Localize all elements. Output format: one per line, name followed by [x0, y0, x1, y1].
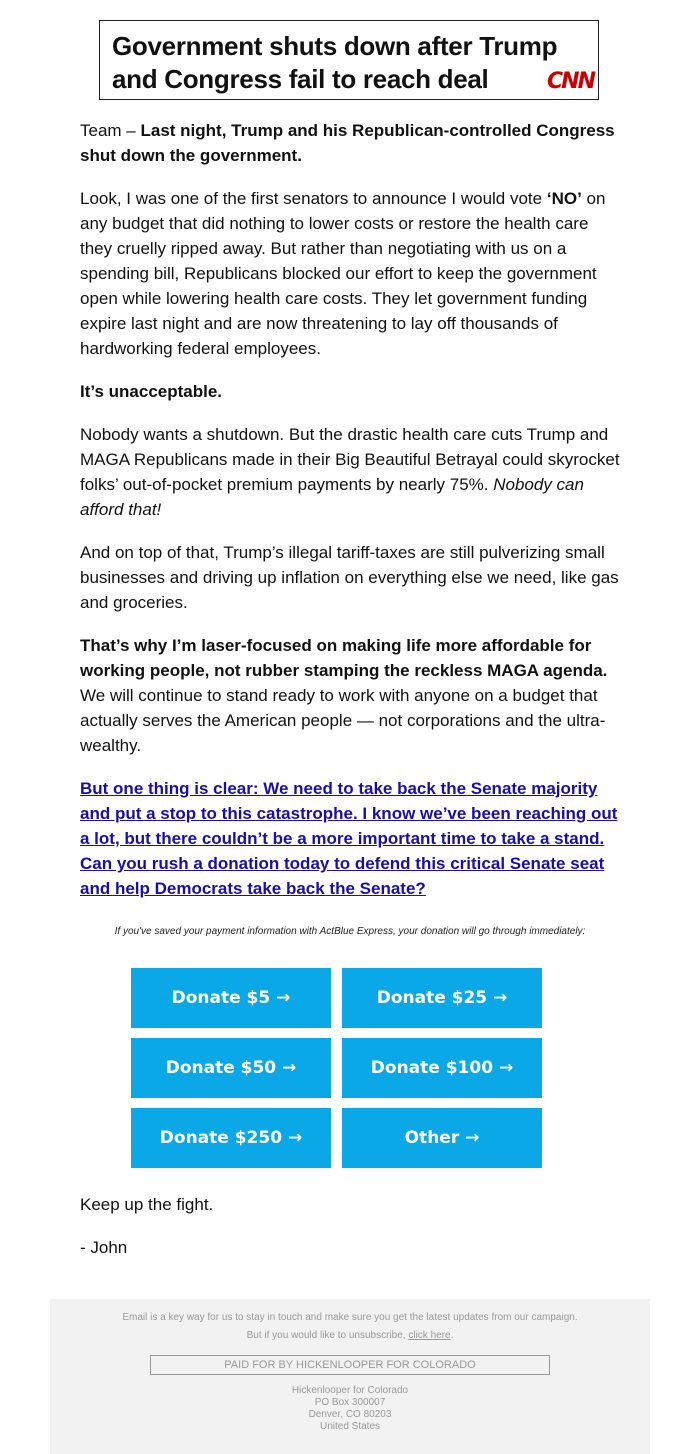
donate-250-button[interactable]: Donate $250 →: [131, 1108, 331, 1168]
intro-bold: Last night, Trump and his Republican-controlled Congress shut down the government.: [80, 121, 615, 165]
address-line: United States: [319, 1421, 381, 1432]
email-footer: [50, 1299, 650, 1454]
donate-5-button[interactable]: Donate $5 →: [131, 968, 331, 1028]
address-line: PO Box 300007: [314, 1397, 386, 1408]
donate-50-button[interactable]: Donate $50 →: [131, 1038, 331, 1098]
shutdown-italic: Nobody can afford that!: [80, 475, 584, 519]
signature: [80, 1192, 213, 1278]
donate-25-button[interactable]: Donate $25 →: [342, 968, 542, 1028]
cta-donate-link[interactable]: But one thing is clear: We need to take back the Senate majority and put a stop to this catastrophe. I know we’ve been reaching out a lot, but there couldn’t be a more important time to take a stand. Can you rush a donation today to defend this critical Senate seat and help Democrats take back the Senate?: [80, 779, 618, 898]
affordable-rest: We will continue to stand ready to work with anyone on a budget that actually serves the American people — not corporations and the ultra-wealthy.: [80, 686, 606, 755]
paragraph-unacceptable: [80, 379, 625, 404]
mailing-address: [50, 1385, 650, 1433]
paragraph-affordable: [80, 633, 625, 758]
paragraph-intro: [80, 118, 625, 168]
vote-no: ‘NO’: [546, 189, 582, 208]
paragraph-cta: [80, 776, 625, 901]
email-body: [80, 118, 625, 919]
unsubscribe-link[interactable]: click here: [408, 1330, 451, 1341]
actblue-note: If you've saved your payment information with ActBlue Express, your donation will go through immediately:: [114, 926, 586, 937]
headline-banner: [99, 20, 599, 100]
donate-other-button[interactable]: Other →: [342, 1108, 542, 1168]
footer-email-note: Email is a key way for us to stay in touch and make sure you get the latest updates from our campaign.: [122, 1312, 578, 1323]
address-line: Hickenlooper for Colorado: [291, 1385, 409, 1396]
headline-text: Government shuts down after Trump and Congress fail to reach deal: [112, 31, 558, 94]
closing-line: Keep up the fight.: [80, 1195, 214, 1214]
affordable-bold: That’s why I’m laser-focused on making life more affordable for working people, not rubber stamping the reckless MAGA agenda.: [80, 636, 608, 680]
footer-unsubscribe-line: [50, 1330, 650, 1341]
paragraph-shutdown: [80, 422, 625, 522]
intro-prefix: Team –: [80, 121, 141, 140]
paid-for-disclaimer: PAID FOR BY HICKENLOOPER FOR COLORADO: [150, 1355, 550, 1375]
cnn-logo: CNN: [547, 69, 594, 94]
donate-100-button[interactable]: Donate $100 →: [342, 1038, 542, 1098]
signature-name: - John: [80, 1238, 128, 1257]
vote-text-b: on any budget that did nothing to lower costs or restore the health care they cruelly ripped away. But rather than negotiating with us on a spending bill, Republicans blocked our effort to keep the government open while lowering health care costs. They let government funding expire last night and are now threatening to lay off thousands of hardworking federal employees.: [80, 189, 606, 358]
paragraph-tariffs: And on top of that, Trump’s illegal tariff-taxes are still pulverizing small businesses and driving up inflation on everything else we need, like gas and groceries.: [80, 543, 619, 612]
vote-text-a: Look, I was one of the first senators to announce I would vote: [80, 189, 547, 208]
unsubscribe-prefix: But if you would like to unsubscribe,: [246, 1330, 409, 1341]
paragraph-vote: [80, 186, 625, 361]
unacceptable-text: It’s unacceptable.: [80, 382, 223, 401]
address-line: Denver, CO 80203: [308, 1409, 392, 1420]
shutdown-text: Nobody wants a shutdown. But the drastic health care cuts Trump and MAGA Republicans made in their Big Beautiful Betrayal could skyrocket folks’ out-of-pocket premium payments by nearly 75%.: [80, 425, 620, 494]
unsubscribe-suffix: .: [450, 1330, 454, 1341]
